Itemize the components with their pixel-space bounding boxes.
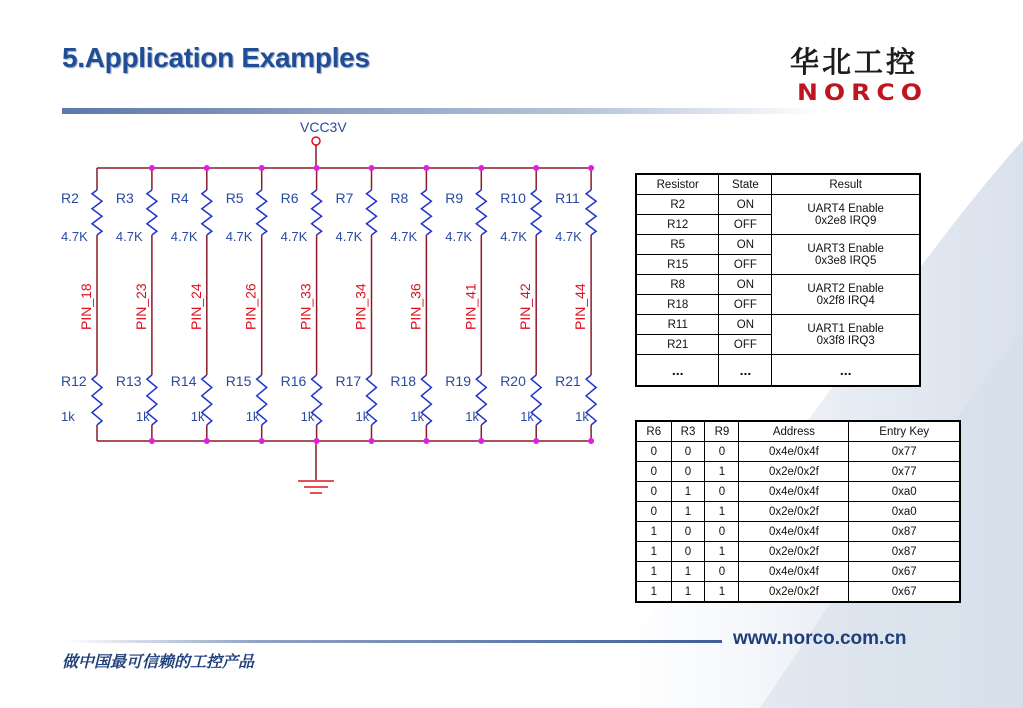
table-cell: 0 xyxy=(671,462,705,482)
table-cell: 0xa0 xyxy=(849,482,960,502)
bottom-junction-node xyxy=(259,438,265,444)
table-cell: 0 xyxy=(636,462,671,482)
result-line-1: UART1 Enable xyxy=(807,322,884,335)
result-cell xyxy=(772,275,920,315)
top-junction-node xyxy=(588,165,594,171)
lower-resistor-name: R14 xyxy=(170,373,197,389)
upper-resistor-symbol xyxy=(421,190,431,235)
table-row xyxy=(636,582,960,603)
upper-resistor-value: 4.7K xyxy=(335,229,363,244)
resistor-cell: R18 xyxy=(636,295,719,315)
table-cell: 0x4e/0x4f xyxy=(739,522,849,542)
upper-resistor-symbol xyxy=(531,190,541,235)
state-cell: ON xyxy=(719,275,772,295)
table-cell: 1 xyxy=(636,542,671,562)
upper-resistor-value: 4.7K xyxy=(61,229,88,244)
bottom-junction-node xyxy=(149,438,155,444)
state-cell: ON xyxy=(719,315,772,335)
upper-resistor-value: 4.7K xyxy=(225,229,253,244)
upper-resistor-name: R9 xyxy=(445,190,464,206)
table-row xyxy=(636,562,960,582)
lower-resistor-name: R19 xyxy=(445,373,471,389)
upper-resistor-name: R10 xyxy=(500,190,526,206)
table-cell: 0x2e/0x2f xyxy=(739,542,849,562)
table-cell: 0x2e/0x2f xyxy=(739,582,849,603)
top-junction-node xyxy=(478,165,484,171)
table-row xyxy=(636,442,960,462)
top-junction-node xyxy=(423,165,429,171)
result-line-1: UART4 Enable xyxy=(807,202,884,215)
top-junction-node xyxy=(533,165,539,171)
footer-divider xyxy=(62,640,722,643)
lower-resistor-value: 1k xyxy=(410,409,425,424)
bottom-junction-node xyxy=(588,438,594,444)
bottom-junction-node xyxy=(369,438,375,444)
column-header: State xyxy=(719,174,772,195)
result-line-1: UART3 Enable xyxy=(807,242,884,255)
table-cell: 0 xyxy=(636,442,671,462)
upper-resistor-name: R4 xyxy=(170,190,189,206)
resistor-schematic xyxy=(50,112,610,502)
result-line-2: 0x2f8 IRQ4 xyxy=(816,294,875,307)
upper-resistor-symbol xyxy=(92,190,102,235)
table-row xyxy=(636,502,960,522)
upper-resistor-value: 4.7K xyxy=(445,229,473,244)
table-cell: 0x87 xyxy=(849,522,960,542)
footer-slogan: 做中国最可信赖的工控产品 xyxy=(62,652,255,671)
lower-resistor-name: R12 xyxy=(61,373,87,389)
table-cell: 0 xyxy=(671,442,705,462)
result-line-2: 0x3f8 IRQ3 xyxy=(816,334,875,347)
table-cell: 1 xyxy=(636,582,671,603)
logo-norco: NORCO xyxy=(797,79,929,106)
bottom-junction-node xyxy=(478,438,484,444)
state-cell: ON xyxy=(719,195,772,215)
pin-label: PIN_26 xyxy=(242,283,259,330)
table-cell: 0x2e/0x2f xyxy=(739,502,849,522)
upper-resistor-name: R8 xyxy=(390,190,409,206)
pin-label: PIN_23 xyxy=(132,283,149,330)
table-cell: 0 xyxy=(671,522,705,542)
result-line-2: 0x2e8 IRQ9 xyxy=(814,214,877,227)
pin-label: PIN_24 xyxy=(187,283,204,330)
lower-resistor-name: R18 xyxy=(390,373,417,389)
lower-resistor-name: R15 xyxy=(225,373,252,389)
table-row xyxy=(636,522,960,542)
table-cell: 0x77 xyxy=(849,442,960,462)
resistor-cell: R11 xyxy=(636,315,719,335)
lower-resistor-symbol xyxy=(92,375,102,425)
column-header: R6 xyxy=(636,421,671,442)
bottom-junction-node xyxy=(533,438,539,444)
table-cell: 1 xyxy=(671,582,705,603)
lower-resistor-name: R20 xyxy=(500,373,526,389)
upper-resistor-name: R6 xyxy=(280,190,299,206)
state-cell: OFF xyxy=(719,215,772,235)
ellipsis-cell: ... xyxy=(719,355,772,387)
result-cell xyxy=(772,235,920,275)
state-cell: ON xyxy=(719,235,772,255)
lower-resistor-value: 1k xyxy=(61,409,75,424)
table-row xyxy=(636,542,960,562)
upper-resistor-symbol xyxy=(202,190,212,235)
top-junction-node xyxy=(259,165,265,171)
top-junction-node xyxy=(314,165,320,171)
resistor-cell: R5 xyxy=(636,235,719,255)
upper-resistor-name: R3 xyxy=(115,190,134,206)
upper-resistor-name: R7 xyxy=(335,190,354,206)
table-cell: 0x4e/0x4f xyxy=(739,442,849,462)
column-header: R3 xyxy=(671,421,705,442)
table-row xyxy=(636,462,960,482)
upper-resistor-symbol xyxy=(367,190,377,235)
bottom-junction-node xyxy=(204,438,210,444)
state-cell: OFF xyxy=(719,255,772,275)
lower-resistor-name: R16 xyxy=(280,373,307,389)
lower-resistor-value: 1k xyxy=(465,409,480,424)
address-key-table xyxy=(635,420,961,603)
column-header: R9 xyxy=(705,421,739,442)
upper-resistor-symbol xyxy=(257,190,267,235)
result-line-2: 0x3e8 IRQ5 xyxy=(814,254,877,267)
table-row xyxy=(636,482,960,502)
table-row xyxy=(636,315,920,335)
bottom-junction-node xyxy=(314,438,320,444)
table-cell: 1 xyxy=(705,462,739,482)
upper-resistor-symbol xyxy=(147,190,157,235)
top-junction-node xyxy=(204,165,210,171)
upper-resistor-name: R5 xyxy=(225,190,244,206)
table-cell: 1 xyxy=(671,562,705,582)
table-header-row xyxy=(636,421,960,442)
slide-title: 5.Application Examples xyxy=(62,42,370,73)
table-cell: 0x67 xyxy=(849,582,960,603)
vcc-terminal xyxy=(312,137,320,145)
upper-resistor-value: 4.7K xyxy=(115,229,143,244)
upper-resistor-symbol xyxy=(476,190,486,235)
resistor-cell: R12 xyxy=(636,215,719,235)
lower-resistor-name: R21 xyxy=(555,373,581,389)
table-cell: 0x2e/0x2f xyxy=(739,462,849,482)
table-cell: 1 xyxy=(705,542,739,562)
lower-resistor-name: R13 xyxy=(115,373,142,389)
lower-resistor-value: 1k xyxy=(135,409,150,424)
ellipsis-row xyxy=(636,355,920,387)
lower-resistor-value: 1k xyxy=(300,409,315,424)
column-header: Result xyxy=(772,174,920,195)
footer-url[interactable]: www.norco.com.cn xyxy=(733,628,907,649)
table-cell: 0x67 xyxy=(849,562,960,582)
table-cell: 0x87 xyxy=(849,542,960,562)
upper-resistor-symbol xyxy=(586,190,596,235)
table-cell: 0x77 xyxy=(849,462,960,482)
upper-resistor-value: 4.7K xyxy=(170,229,198,244)
pin-label: PIN_33 xyxy=(297,283,314,330)
table-cell: 0 xyxy=(705,442,739,462)
table-cell: 0x4e/0x4f xyxy=(739,562,849,582)
table-cell: 0 xyxy=(705,522,739,542)
table-cell: 0 xyxy=(705,562,739,582)
top-junction-node xyxy=(369,165,375,171)
state-cell: OFF xyxy=(719,295,772,315)
ellipsis-cell: ... xyxy=(636,355,719,387)
pin-label: PIN_42 xyxy=(517,283,534,330)
lower-resistor-value: 1k xyxy=(245,409,260,424)
lower-resistor-value: 1k xyxy=(520,409,534,424)
ellipsis-cell: ... xyxy=(772,355,920,387)
table-cell: 1 xyxy=(636,562,671,582)
pin-label: PIN_41 xyxy=(462,283,479,330)
lower-resistor-value: 1k xyxy=(575,409,589,424)
table-row xyxy=(636,275,920,295)
table-header-row xyxy=(636,174,920,195)
vcc-label: VCC3V xyxy=(300,119,347,135)
table-row xyxy=(636,195,920,215)
uart-config-table xyxy=(635,173,921,387)
column-header: Resistor xyxy=(636,174,719,195)
table-cell: 1 xyxy=(671,502,705,522)
top-junction-node xyxy=(149,165,155,171)
pin-label: PIN_36 xyxy=(407,283,424,330)
column-header: Entry Key xyxy=(849,421,960,442)
bottom-junction-node xyxy=(423,438,429,444)
table-cell: 1 xyxy=(705,582,739,603)
pin-label: PIN_34 xyxy=(352,283,369,330)
resistor-cell: R21 xyxy=(636,335,719,355)
result-cell xyxy=(772,315,920,355)
lower-resistor-value: 1k xyxy=(355,409,370,424)
table-cell: 1 xyxy=(671,482,705,502)
upper-resistor-symbol xyxy=(312,190,322,235)
table-cell: 1 xyxy=(705,502,739,522)
lower-resistor-name: R17 xyxy=(335,373,362,389)
table-row xyxy=(636,235,920,255)
table-cell: 0 xyxy=(705,482,739,502)
pin-label: PIN_44 xyxy=(572,283,589,330)
pin-label: PIN_18 xyxy=(78,283,94,330)
resistor-cell: R15 xyxy=(636,255,719,275)
table-cell: 0x4e/0x4f xyxy=(739,482,849,502)
result-cell xyxy=(772,195,920,235)
upper-resistor-name: R2 xyxy=(61,190,79,206)
logo-chinese: 华北工控 xyxy=(790,45,919,79)
state-cell: OFF xyxy=(719,335,772,355)
upper-resistor-value: 4.7K xyxy=(280,229,308,244)
upper-resistor-name: R11 xyxy=(555,190,580,206)
table-cell: 0 xyxy=(636,502,671,522)
lower-resistor-value: 1k xyxy=(190,409,205,424)
upper-resistor-value: 4.7K xyxy=(555,229,582,244)
column-header: Address xyxy=(739,421,849,442)
result-line-1: UART2 Enable xyxy=(807,282,884,295)
upper-resistor-value: 4.7K xyxy=(390,229,418,244)
table-cell: 0 xyxy=(636,482,671,502)
table-cell: 0xa0 xyxy=(849,502,960,522)
table-cell: 0 xyxy=(671,542,705,562)
resistor-cell: R8 xyxy=(636,275,719,295)
resistor-cell: R2 xyxy=(636,195,719,215)
upper-resistor-value: 4.7K xyxy=(500,229,527,244)
table-cell: 1 xyxy=(636,522,671,542)
